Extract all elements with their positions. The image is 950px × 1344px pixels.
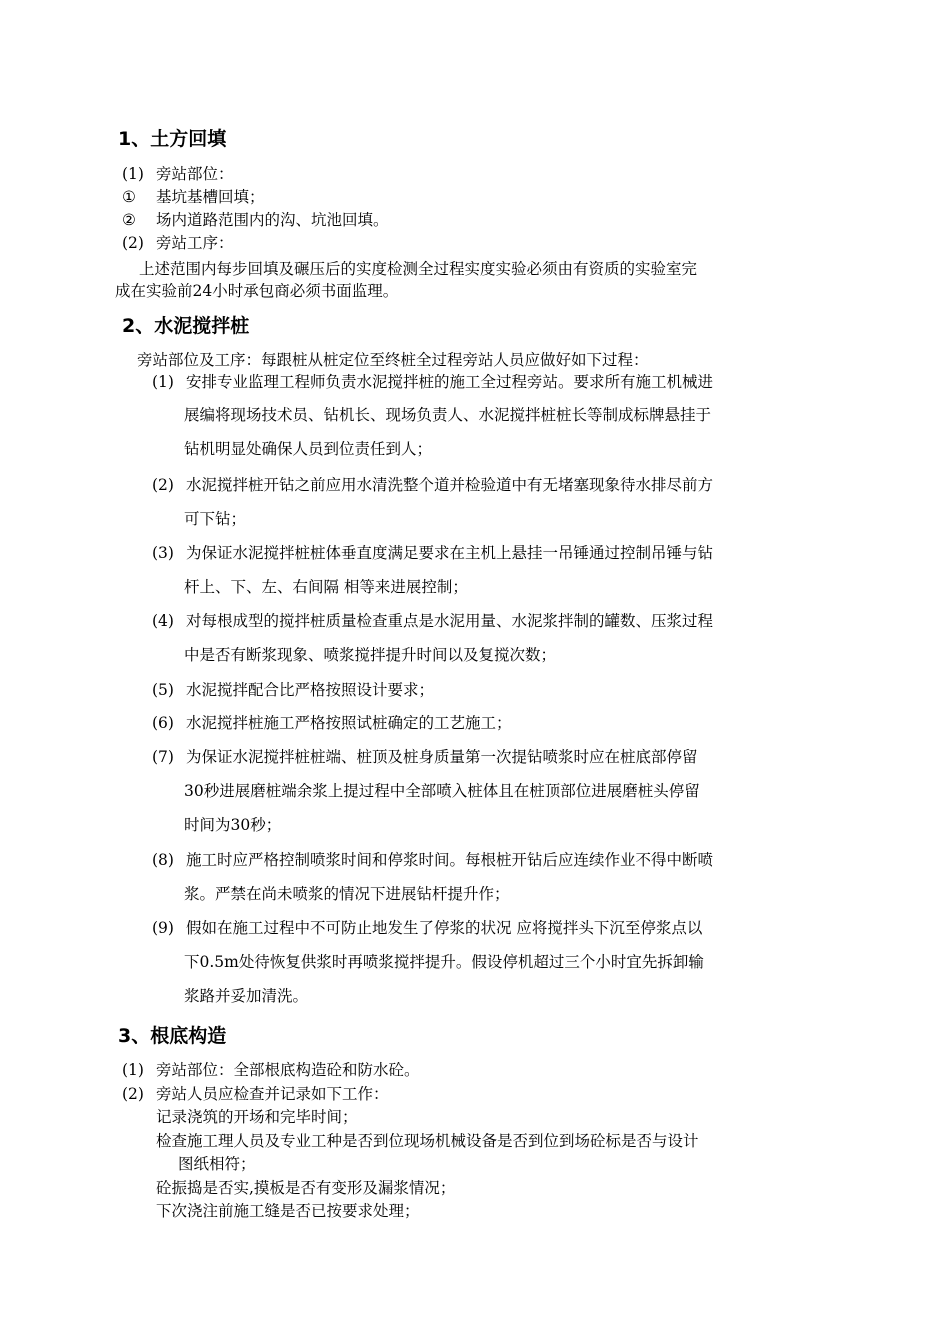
list-number: (2)	[122, 1085, 144, 1103]
list-number: (1)	[122, 165, 144, 183]
list-item-text: 旁站人员应检查并记录如下工作：	[156, 1085, 389, 1103]
list-number: (2)	[122, 234, 144, 252]
list-item-continuation: 中是否有断浆现象、喷浆搅拌提升时间以及复搅次数；	[184, 646, 557, 664]
list-item-text: 旁站工序：	[156, 234, 234, 252]
list-number: (5)	[152, 681, 174, 699]
list-item-continuation: 浆路并妥加清洗。	[184, 987, 309, 1005]
paragraph-line: 成在实验前24小时承包商必须书面监理。	[115, 282, 399, 300]
list-item-continuation: 下0.5m处待恢复供浆时再喷浆搅拌提升。假设停机超过三个小时宜先拆卸输	[184, 953, 704, 971]
list-number: (6)	[152, 714, 174, 732]
list-item-continuation: 展编将现场技术员、钻机长、现场负责人、水泥搅拌桩桩长等制成标牌悬挂于	[184, 406, 712, 424]
list-number: (4)	[152, 612, 174, 630]
section-heading-cement-mixing-pile: 2、水泥搅拌桩	[122, 315, 250, 337]
list-item-continuation: 时间为30秒；	[184, 816, 282, 834]
list-item-continuation: 杆上、下、左、右间隔 相等来进展控制；	[184, 578, 468, 596]
list-item-text: 场内道路范围内的沟、坑池回填。	[156, 211, 389, 229]
list-item-text: 旁站部位：	[156, 165, 234, 183]
list-item-text: 安排专业监理工程师负责水泥搅拌桩的施工全过程旁站。要求所有施工机械进	[186, 373, 714, 391]
paragraph-line: 上述范围内每步回填及碾压后的实度检测全过程实度实验必须由有资质的实验室完	[139, 260, 698, 278]
list-item-text: 对每根成型的搅拌桩质量检查重点是水泥用量、水泥浆拌制的罐数、压浆过程	[186, 612, 714, 630]
check-item: 砼振捣是否实,摸板是否有变形及漏浆情况；	[156, 1179, 456, 1197]
check-item: 下次浇注前施工缝是否已按要求处理；	[156, 1202, 420, 1220]
list-item-text: 水泥搅拌桩开钻之前应用水清洗整个道并检验道中有无堵塞现象待水排尽前方	[186, 476, 714, 494]
check-item-continuation: 图纸相符；	[178, 1155, 256, 1173]
list-number: (8)	[152, 851, 174, 869]
list-item-text: 为保证水泥搅拌桩桩端、桩顶及桩身质量第一次提钻喷浆时应在桩底部停留	[186, 748, 698, 766]
list-item-continuation: 可下钻；	[184, 510, 247, 528]
list-item-text: 基坑基槽回填；	[156, 188, 265, 206]
list-number: (1)	[152, 373, 174, 391]
check-item: 记录浇筑的开场和完毕时间；	[156, 1108, 358, 1126]
list-item-text: 水泥搅拌桩施工严格按照试桩确定的工艺施工；	[186, 714, 512, 732]
section-intro: 旁站部位及工序：每跟桩从桩定位至终桩全过程旁站人员应做好如下过程：	[137, 351, 649, 369]
list-number: (2)	[152, 476, 174, 494]
list-number: (9)	[152, 919, 174, 937]
section-heading-foundation-structure: 3、根底构造	[118, 1025, 227, 1047]
list-item-text: 旁站部位：全部根底构造砼和防水砼。	[156, 1061, 420, 1079]
list-item-continuation: 浆。严禁在尚未喷浆的情况下进展钻杆提升作；	[184, 885, 510, 903]
list-item-continuation: 钻机明显处确保人员到位责任到人；	[184, 440, 433, 458]
list-item-text: 水泥搅拌配合比严格按照设计要求；	[186, 681, 435, 699]
list-number: ①	[122, 188, 136, 206]
list-number: (3)	[152, 544, 174, 562]
list-number: (1)	[122, 1061, 144, 1079]
list-item-text: 为保证水泥搅拌桩桩体垂直度满足要求在主机上悬挂一吊锤通过控制吊锤与钻	[186, 544, 714, 562]
check-item: 检查施工理人员及专业工种是否到位现场机械设备是否到位到场砼标是否与设计	[156, 1132, 699, 1150]
list-number: (7)	[152, 748, 174, 766]
list-item-text: 施工时应严格控制喷浆时间和停浆时间。每根桩开钻后应连续作业不得中断喷	[186, 851, 714, 869]
list-item-text: 假如在施工过程中不可防止地发生了停浆的状况 应将搅拌头下沉至停浆点以	[186, 919, 703, 937]
list-number: ②	[122, 211, 136, 229]
section-heading-earth-backfill: 1、土方回填	[118, 128, 227, 150]
list-item-continuation: 30秒进展磨桩端余浆上提过程中全部喷入桩体且在桩顶部位进展磨桩头停留	[184, 782, 700, 800]
